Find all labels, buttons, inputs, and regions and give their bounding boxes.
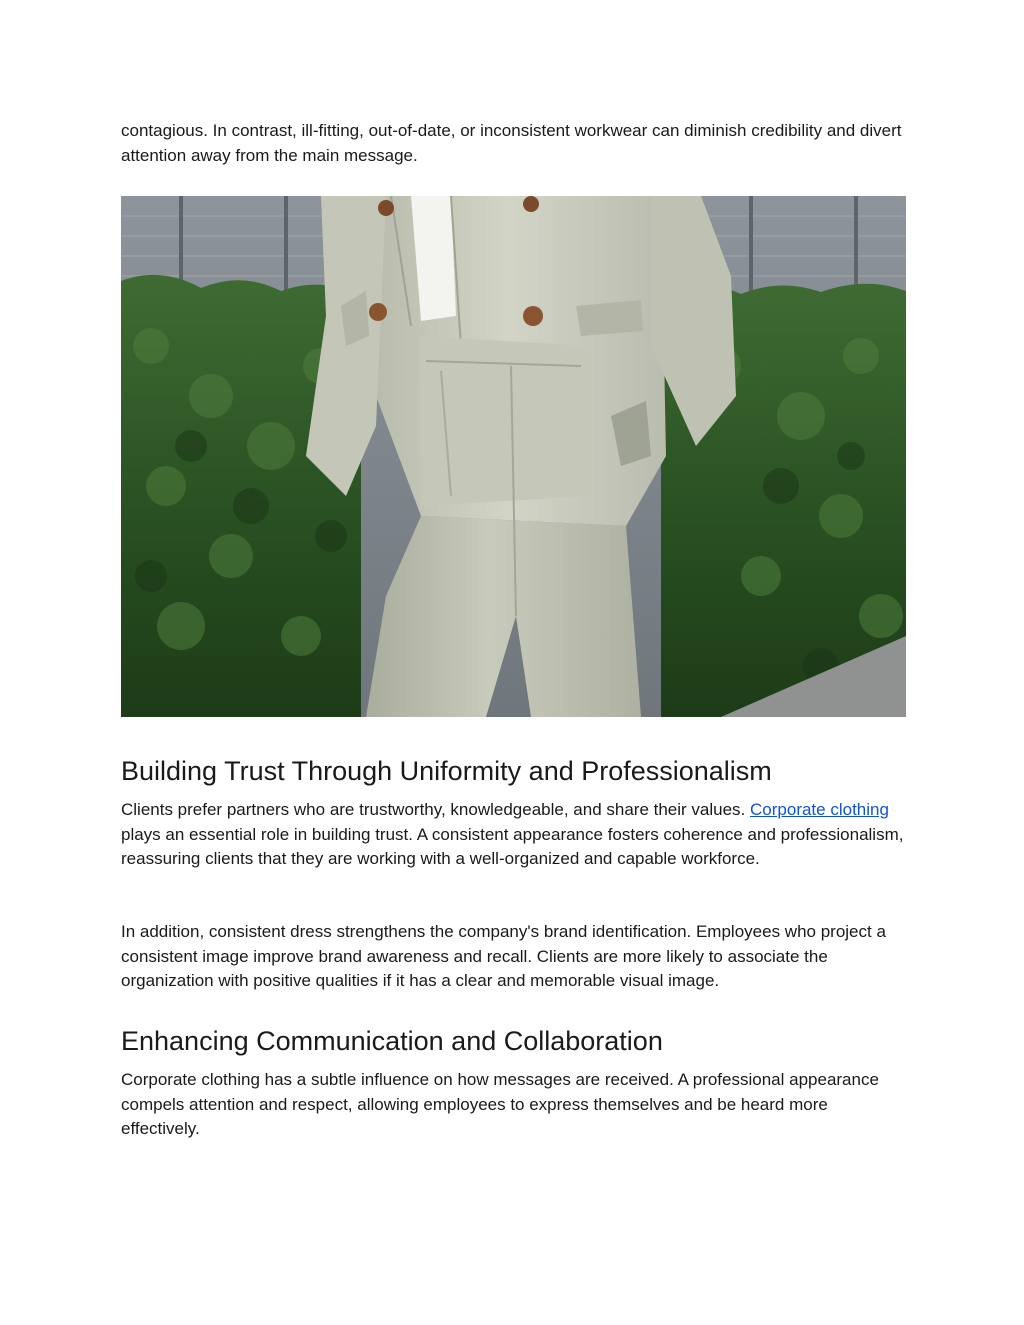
section-heading-trust: Building Trust Through Uniformity and Professionalism xyxy=(121,756,772,786)
paragraph-communication-1: Corporate clothing has a subtle influence on how messages are received. A professional appearance compels attention and respect, allowing employees to express themselves and be heard more effectively. xyxy=(121,1070,879,1138)
suit-photo xyxy=(121,196,906,717)
paragraph-text: plays an essential role in building trust. A consistent appearance fosters coherence and professionalism, reassuring clients that they are working with a well-organized and capable workforce. xyxy=(121,824,904,868)
corporate-clothing-link[interactable]: Corporate clothing xyxy=(750,800,889,819)
paragraph-trust-1 xyxy=(121,798,911,872)
paragraph-trust-2: In addition, consistent dress strengthens the company's brand identification. Employees who project a consistent image improve brand awareness and recall. Clients are more likely to associate the organization with positive qualities if it has a clear and memorable visual image. xyxy=(121,922,886,990)
intro-paragraph: contagious. In contrast, ill-fitting, out-of-date, or inconsistent workwear can diminish credibility and divert attention away from the main message. xyxy=(121,121,902,165)
section-heading-communication: Enhancing Communication and Collaboration xyxy=(121,1026,663,1056)
paragraph-text: Clients prefer partners who are trustworthy, knowledgeable, and share their values. xyxy=(121,800,751,819)
